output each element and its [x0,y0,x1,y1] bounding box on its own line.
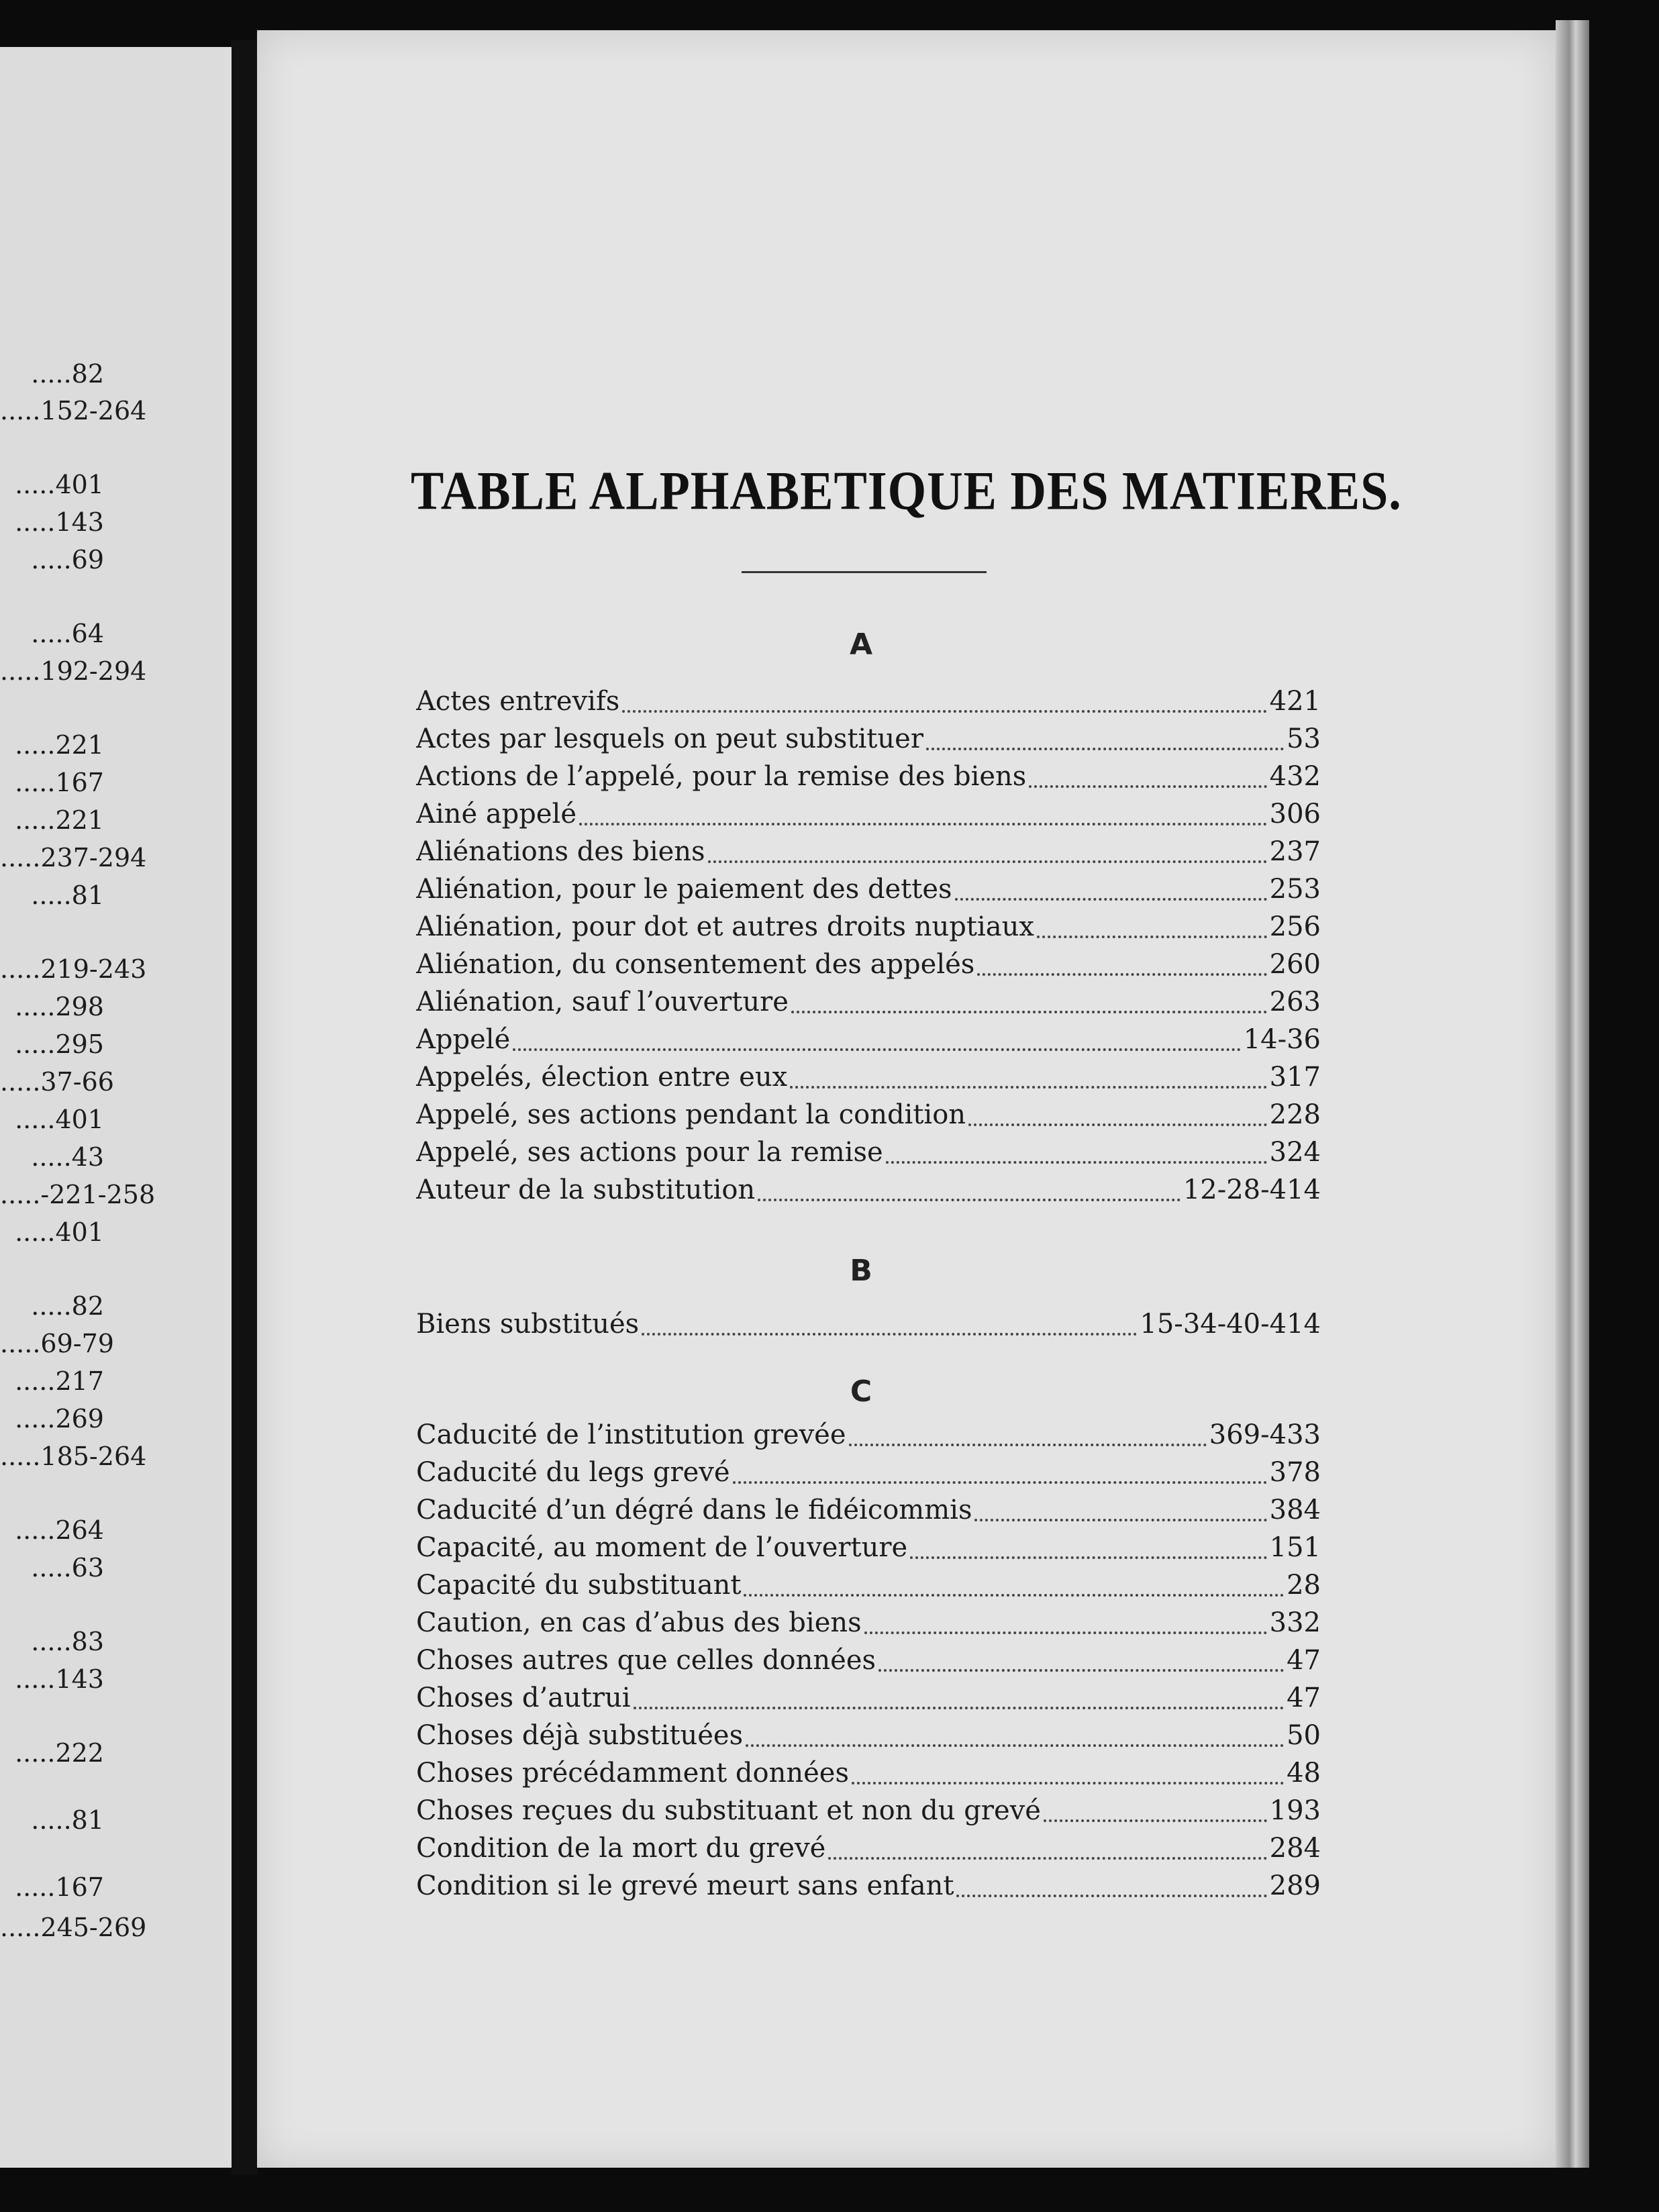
entry-pages: 317 [1269,1062,1321,1093]
entry-pages: 256 [1269,911,1321,942]
entry-label: Ainé appelé [416,799,577,830]
entry-label: Caducité d’un dégré dans le fidéicommis [416,1495,972,1525]
entry-label: Choses autres que celles données [416,1645,876,1676]
dot-leader [642,1333,1137,1336]
left-page-number: .....185-264 [0,1442,147,1471]
index-entry [416,1457,1321,1495]
left-page-number: .....143 [15,1664,104,1694]
left-page-number: .....401 [15,1217,104,1247]
left-page-number: .....401 [15,470,104,499]
entry-pages: 228 [1269,1099,1321,1130]
index-entry [416,761,1321,799]
index-entry [416,723,1321,761]
index-entry [416,1682,1321,1720]
entry-label: Auteur de la substitution [416,1174,756,1205]
entry-label: Aliénation, sauf l’ouverture [416,987,789,1017]
dot-leader [579,823,1267,825]
dot-leader [926,748,1284,750]
dot-leader [746,1744,1284,1747]
entry-label: Appelé, ses actions pendant la condition [416,1099,966,1130]
entry-label: Caducité de l’institution grevée [416,1419,846,1450]
index-entry [416,1099,1321,1137]
index-entry [416,1833,1321,1870]
entry-pages: 47 [1287,1682,1321,1713]
entry-label: Choses reçues du substituant et non du grevé [416,1795,1041,1826]
dot-leader [910,1556,1267,1559]
entry-pages: 48 [1287,1758,1321,1789]
left-page-number: .....219-243 [0,954,147,984]
dot-leader [744,1594,1284,1597]
index-entry [416,1720,1321,1758]
entry-label: Choses d’autrui [416,1682,631,1713]
entry-pages: 193 [1269,1795,1321,1826]
left-page-numbers [0,47,232,2168]
entry-pages: 384 [1269,1495,1321,1525]
left-page-number: .....167 [15,768,104,797]
left-page-number: .....192-294 [0,656,147,686]
entry-pages: 421 [1269,686,1321,717]
entry-label: Choses déjà substituées [416,1720,744,1751]
index-entry [416,1870,1321,1908]
dot-leader [968,1123,1267,1126]
title-rule [742,571,987,573]
entry-label: Actes par lesquels on peut substituer [416,723,923,754]
entry-pages: 12-28-414 [1183,1174,1321,1205]
left-page [0,47,232,2168]
entry-pages: 432 [1269,761,1321,792]
index-entry [416,686,1321,723]
entry-pages: 289 [1269,1870,1321,1901]
entry-pages: 50 [1287,1720,1321,1751]
page-title: TABLE ALPHABETIQUE DES MATIERES. [411,460,1402,522]
left-page-number: .....63 [31,1553,104,1582]
dot-leader [790,1086,1266,1089]
index-entry [416,1795,1321,1833]
left-page-number: .....83 [31,1627,104,1656]
entry-pages: 28 [1287,1570,1321,1601]
entry-label: Actes entrevifs [416,686,620,717]
index-entry [416,836,1321,874]
dot-leader [955,898,1267,901]
index-entry [416,874,1321,911]
entry-pages: 332 [1269,1607,1321,1638]
entry-pages: 284 [1269,1833,1321,1864]
section-letter-a: A [849,627,874,662]
dot-leader [1029,785,1266,788]
dot-leader [878,1669,1284,1672]
entry-pages: 378 [1269,1457,1321,1488]
dot-leader [791,1011,1267,1013]
dot-leader [1037,936,1267,938]
index-entry [416,799,1321,836]
entry-pages: 263 [1269,987,1321,1017]
left-page-number: .....69-79 [0,1329,114,1358]
dot-leader [1044,1819,1267,1822]
left-page-number: .....298 [15,992,104,1021]
index-entry [416,911,1321,949]
left-page-number: .....221 [15,805,104,835]
left-page-number: .....82 [31,1291,104,1321]
dot-leader [828,1857,1266,1860]
left-page-number: .....81 [31,1805,104,1835]
index-entry [416,1645,1321,1682]
entry-label: Biens substitués [416,1309,640,1340]
index-entry [416,1419,1321,1457]
entry-label: Actions de l’appelé, pour la remise des biens [416,761,1027,792]
left-page-number: .....82 [31,359,104,389]
section-letter-c: C [850,1374,874,1409]
entry-label: Caducité du legs grevé [416,1457,730,1488]
entry-pages: 53 [1287,723,1321,754]
entry-pages: 237 [1269,836,1321,867]
section-letter-b: B [850,1254,874,1288]
dot-leader [758,1199,1180,1201]
index-entry [416,1607,1321,1645]
entry-pages: 324 [1269,1137,1321,1168]
index-entry [416,1174,1321,1212]
left-page-number: .....217 [15,1366,104,1396]
dot-leader [634,1707,1285,1709]
index-entry [416,1570,1321,1607]
entry-label: Appelé [416,1024,511,1055]
dot-leader [513,1048,1240,1051]
left-page-number: .....81 [31,881,104,910]
left-page-number: .....43 [31,1142,104,1172]
entry-label: Appelés, élection entre eux [416,1062,788,1093]
entry-pages: 260 [1269,949,1321,980]
index-entry [416,1495,1321,1532]
left-page-number: .....152-264 [0,396,147,425]
index-entry [416,1137,1321,1174]
entry-label: Appelé, ses actions pour la remise [416,1137,883,1168]
left-page-number: .....401 [15,1105,104,1134]
entry-label: Condition si le grevé meurt sans enfant [416,1870,954,1901]
index-entry [416,1532,1321,1570]
dot-leader [977,973,1266,976]
index-entry [416,949,1321,987]
index-entry [416,1758,1321,1795]
entry-pages: 306 [1269,799,1321,830]
left-page-number: .....264 [15,1515,104,1545]
index-entry [416,1309,1321,1346]
entry-pages: 47 [1287,1645,1321,1676]
left-page-number: .....245-269 [0,1913,147,1942]
entry-pages: 253 [1269,874,1321,905]
left-page-number: .....69 [31,545,104,574]
dot-leader [708,860,1267,863]
entry-label: Condition de la mort du grevé [416,1833,826,1864]
left-page-number: .....237-294 [0,843,147,872]
entry-label: Aliénation, pour le paiement des dettes [416,874,952,905]
entry-pages: 151 [1269,1532,1321,1563]
entry-label: Aliénation, du consentement des appelés [416,949,975,980]
entry-pages: 14-36 [1243,1024,1321,1055]
dot-leader [852,1782,1284,1784]
entry-label: Aliénations des biens [416,836,705,867]
entry-label: Capacité du substituant [416,1570,742,1601]
left-page-number: .....167 [15,1872,104,1902]
left-page-number: .....64 [31,619,104,648]
book-spine [232,40,257,2174]
dot-leader [886,1161,1267,1164]
index-entry [416,987,1321,1024]
left-page-number: .....-221-258 [0,1180,156,1209]
entry-label: Caution, en cas d’abus des biens [416,1607,862,1638]
dot-leader [974,1519,1266,1521]
entry-pages: 15-34-40-414 [1140,1309,1321,1340]
left-page-number: .....143 [15,507,104,537]
dot-leader [956,1895,1266,1897]
entry-label: Aliénation, pour dot et autres droits nuptiaux [416,911,1034,942]
index-entry [416,1024,1321,1062]
entry-pages: 369-433 [1209,1419,1321,1450]
entry-label: Capacité, au moment de l’ouverture [416,1532,908,1563]
dot-leader [622,710,1266,713]
left-page-number: .....222 [15,1738,104,1768]
left-page-number: .....295 [15,1029,104,1059]
left-page-number: .....269 [15,1404,104,1434]
page-edge [1556,20,1589,2168]
dot-leader [849,1444,1207,1446]
left-page-number: .....221 [15,730,104,760]
index-entry [416,1062,1321,1099]
left-page-number: .....37-66 [0,1067,114,1097]
dot-leader [864,1631,1267,1634]
entry-label: Choses précédamment données [416,1758,849,1789]
dot-leader [733,1481,1267,1484]
